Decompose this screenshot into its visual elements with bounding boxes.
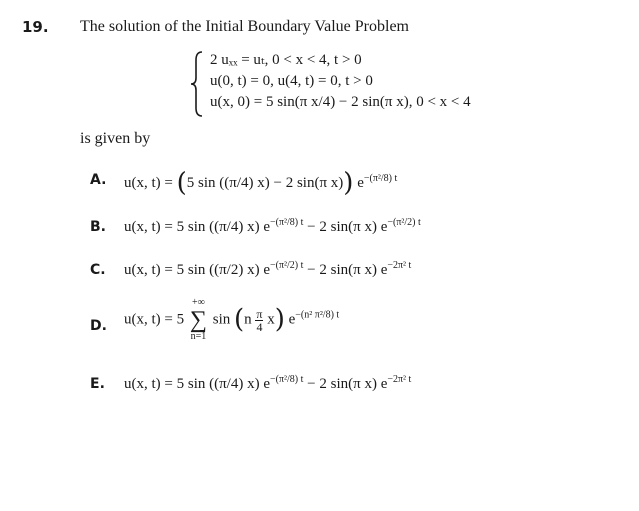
boundary-conditions-line: u(0, t) = 0, u(4, t) = 0, t > 0 [210, 73, 373, 89]
option-d-formula[interactable] [124, 298, 339, 342]
option-a-lhs: u(x, t) = [124, 175, 177, 191]
option-e-letter[interactable]: E. [90, 376, 105, 392]
option-b-letter[interactable]: B. [90, 219, 106, 235]
option-b-exponent2: −(π²/2) t [387, 217, 421, 228]
option-d-sin: sin [212, 311, 231, 328]
fraction-numerator: π [256, 306, 263, 321]
summation [190, 298, 207, 342]
right-paren-icon: ) [343, 168, 354, 198]
option-e-formula[interactable] [124, 374, 411, 393]
pi-over-4-fraction [255, 308, 263, 333]
is-given-by-text: is given by [80, 130, 151, 147]
fraction-denominator: 4 [256, 319, 263, 334]
option-b-exponent1: −(π²/8) t [270, 217, 304, 228]
option-e-part1: u(x, t) = 5 sin ((π/4) x) e [124, 376, 271, 392]
question-text: The solution of the Initial Boundary Value Problem [80, 18, 409, 35]
option-c-exponent2: −2π² t [387, 260, 412, 271]
question-number: 19. [22, 18, 49, 36]
option-c-part2: − 2 sin(π x) e [303, 262, 388, 278]
option-c-exponent1: −(π²/2) t [270, 260, 304, 271]
option-a-letter[interactable]: A. [90, 172, 107, 188]
option-e-exponent1: −(π²/8) t [270, 374, 304, 385]
option-b-part2: − 2 sin(π x) e [303, 219, 388, 235]
sum-lower-limit: n=1 [190, 331, 207, 342]
sum-upper-limit: +∞ [192, 297, 205, 308]
option-a-formula[interactable] [124, 168, 397, 198]
system-lines [210, 50, 471, 113]
option-d-letter[interactable]: D. [90, 318, 107, 334]
pde-line: 2 uₓₓ = uₜ, 0 < x < 4, t > 0 [210, 52, 362, 68]
option-e-part2: − 2 sin(π x) e [303, 376, 388, 392]
option-a-exp-base: e [353, 175, 364, 191]
left-paren-icon: ( [234, 304, 245, 335]
left-brace-icon [188, 50, 206, 118]
option-d-n: n [244, 311, 252, 328]
option-e-exponent2: −2π² t [387, 374, 412, 385]
option-d-exp-base: e [284, 311, 296, 328]
option-d-lhs: u(x, t) = 5 [124, 311, 185, 328]
left-paren-icon: ( [176, 168, 187, 198]
option-d-exponent: −(n² π²/8) t [295, 309, 340, 321]
sigma-icon: ∑ [189, 307, 207, 333]
option-b-part1: u(x, t) = 5 sin ((π/4) x) e [124, 219, 271, 235]
option-c-formula[interactable] [124, 260, 411, 279]
option-a-exponent: −(π²/8) t [363, 173, 398, 184]
option-c-letter[interactable]: C. [90, 262, 106, 278]
right-paren-icon: ) [274, 304, 285, 335]
option-c-part1: u(x, t) = 5 sin ((π/2) x) e [124, 262, 271, 278]
option-b-formula[interactable] [124, 217, 421, 236]
option-d-x: x [267, 311, 275, 328]
initial-condition-line: u(x, 0) = 5 sin(π x/4) − 2 sin(π x), 0 < x < 4 [210, 94, 471, 110]
option-a-body: 5 sin ((π/4) x) − 2 sin(π x) [186, 175, 344, 191]
